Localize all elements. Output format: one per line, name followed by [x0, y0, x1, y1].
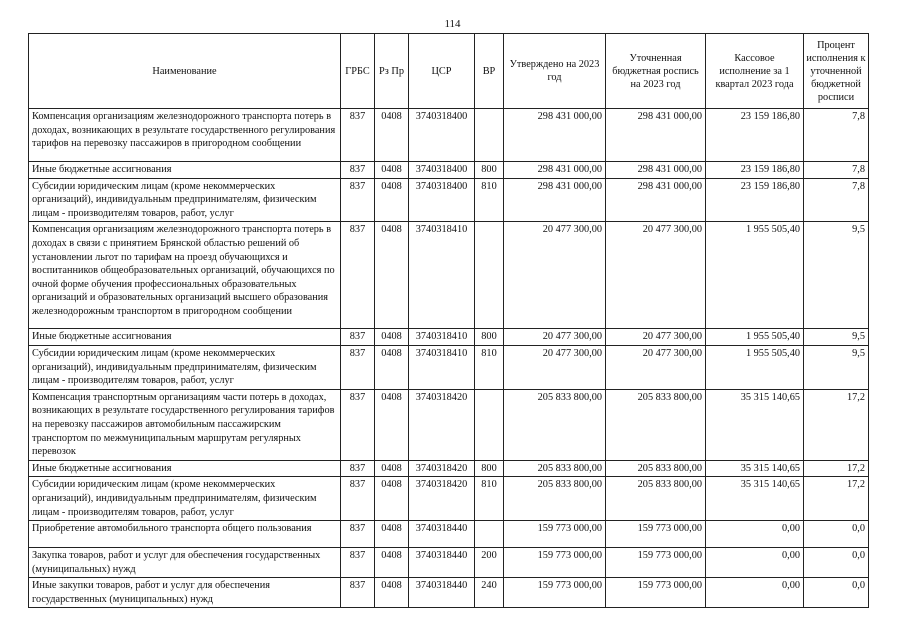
cell-vr — [475, 389, 504, 460]
cell-grbs: 837 — [341, 162, 375, 179]
cell-csr: 3740318420 — [409, 460, 475, 477]
cell-cash: 23 159 186,80 — [706, 109, 804, 162]
cell-cash: 1 955 505,40 — [706, 222, 804, 329]
cell-revised: 298 431 000,00 — [606, 109, 706, 162]
table-row — [29, 162, 869, 179]
cell-revised: 205 833 800,00 — [606, 460, 706, 477]
cell-vr: 810 — [475, 345, 504, 389]
header-name: Наименование — [29, 34, 341, 109]
cell-csr: 3740318410 — [409, 345, 475, 389]
header-cash: Кассовое исполнение за 1 квартал 2023 года — [706, 34, 804, 109]
cell-vr: 810 — [475, 477, 504, 521]
cell-approved: 298 431 000,00 — [504, 162, 606, 179]
cell-revised: 205 833 800,00 — [606, 477, 706, 521]
cell-cash: 23 159 186,80 — [706, 178, 804, 222]
cell-csr: 3740318410 — [409, 329, 475, 346]
cell-name: Иные бюджетные ассигнования — [29, 162, 341, 179]
table-row — [29, 389, 869, 460]
cell-csr: 3740318410 — [409, 222, 475, 329]
table-row — [29, 521, 869, 548]
cell-vr: 800 — [475, 329, 504, 346]
budget-table — [28, 33, 869, 608]
table-row — [29, 222, 869, 329]
cell-cash: 35 315 140,65 — [706, 477, 804, 521]
cell-cash: 0,00 — [706, 578, 804, 608]
cell-rzpr: 0408 — [375, 521, 409, 548]
cell-cash: 35 315 140,65 — [706, 460, 804, 477]
cell-name: Иные бюджетные ассигнования — [29, 460, 341, 477]
cell-percent: 0,0 — [804, 521, 869, 548]
cell-cash: 1 955 505,40 — [706, 329, 804, 346]
cell-approved: 159 773 000,00 — [504, 578, 606, 608]
cell-approved: 20 477 300,00 — [504, 345, 606, 389]
cell-rzpr: 0408 — [375, 222, 409, 329]
cell-approved: 159 773 000,00 — [504, 521, 606, 548]
cell-name: Субсидии юридическим лицам (кроме некоммерческих организаций), индивидуальным предпринимателям, физическим лицам - производителям товаров, работ, услуг — [29, 178, 341, 222]
header-percent: Процент исполнения к уточненной бюджетной росписи — [804, 34, 869, 109]
cell-name: Иные бюджетные ассигнования — [29, 329, 341, 346]
cell-csr: 3740318440 — [409, 548, 475, 578]
cell-percent: 9,5 — [804, 345, 869, 389]
cell-rzpr: 0408 — [375, 460, 409, 477]
cell-rzpr: 0408 — [375, 178, 409, 222]
cell-cash: 23 159 186,80 — [706, 162, 804, 179]
cell-rzpr: 0408 — [375, 548, 409, 578]
cell-percent: 17,2 — [804, 460, 869, 477]
cell-revised: 20 477 300,00 — [606, 222, 706, 329]
cell-approved: 205 833 800,00 — [504, 477, 606, 521]
page-number: 114 — [444, 18, 461, 30]
cell-csr: 3740318440 — [409, 521, 475, 548]
cell-grbs: 837 — [341, 578, 375, 608]
table-body — [29, 109, 869, 608]
cell-cash: 0,00 — [706, 548, 804, 578]
cell-percent: 0,0 — [804, 578, 869, 608]
cell-name: Субсидии юридическим лицам (кроме некоммерческих организаций), индивидуальным предпринимателям, физическим лицам - производителям товаров, работ, услуг — [29, 477, 341, 521]
table-header-row — [29, 34, 869, 109]
cell-csr: 3740318440 — [409, 578, 475, 608]
cell-csr: 3740318420 — [409, 477, 475, 521]
cell-grbs: 837 — [341, 477, 375, 521]
cell-grbs: 837 — [341, 548, 375, 578]
cell-revised: 159 773 000,00 — [606, 578, 706, 608]
cell-percent: 9,5 — [804, 222, 869, 329]
header-vr: ВР — [475, 34, 504, 109]
table-row — [29, 178, 869, 222]
cell-vr — [475, 109, 504, 162]
cell-vr: 200 — [475, 548, 504, 578]
header-approved: Утверждено на 2023 год — [504, 34, 606, 109]
cell-grbs: 837 — [341, 345, 375, 389]
table-row — [29, 345, 869, 389]
cell-approved: 298 431 000,00 — [504, 178, 606, 222]
cell-csr: 3740318400 — [409, 109, 475, 162]
cell-name: Компенсация организациям железнодорожного транспорта потерь в доходах в связи с принятием Брянской областью решений об установлении льгот по тарифам на проезд обучающихся и воспитанников общеобразовательных организаций, обучающихся по очной форме обучения профессиональных образовательных организаций и образовательных организаций высшего образования железнодорожным транспортом в пригородном сообщении — [29, 222, 341, 329]
cell-name: Приобретение автомобильного транспорта общего пользования — [29, 521, 341, 548]
cell-csr: 3740318400 — [409, 162, 475, 179]
cell-approved: 20 477 300,00 — [504, 222, 606, 329]
cell-approved: 205 833 800,00 — [504, 460, 606, 477]
table-row — [29, 109, 869, 162]
cell-revised: 298 431 000,00 — [606, 162, 706, 179]
table-row — [29, 460, 869, 477]
table-row — [29, 477, 869, 521]
cell-percent: 7,8 — [804, 178, 869, 222]
cell-csr: 3740318400 — [409, 178, 475, 222]
cell-vr: 240 — [475, 578, 504, 608]
cell-revised: 159 773 000,00 — [606, 548, 706, 578]
cell-cash: 35 315 140,65 — [706, 389, 804, 460]
cell-percent: 9,5 — [804, 329, 869, 346]
cell-name: Субсидии юридическим лицам (кроме некоммерческих организаций), индивидуальным предпринимателям, физическим лицам - производителям товаров, работ, услуг — [29, 345, 341, 389]
cell-grbs: 837 — [341, 460, 375, 477]
cell-revised: 20 477 300,00 — [606, 329, 706, 346]
cell-revised: 205 833 800,00 — [606, 389, 706, 460]
cell-rzpr: 0408 — [375, 477, 409, 521]
cell-grbs: 837 — [341, 178, 375, 222]
cell-revised: 159 773 000,00 — [606, 521, 706, 548]
cell-percent: 17,2 — [804, 389, 869, 460]
cell-rzpr: 0408 — [375, 345, 409, 389]
header-csr: ЦСР — [409, 34, 475, 109]
header-revised: Уточненная бюджетная роспись на 2023 год — [606, 34, 706, 109]
cell-percent: 17,2 — [804, 477, 869, 521]
cell-percent: 7,8 — [804, 162, 869, 179]
cell-grbs: 837 — [341, 329, 375, 346]
cell-approved: 205 833 800,00 — [504, 389, 606, 460]
table-row — [29, 578, 869, 608]
cell-name: Компенсация организациям железнодорожного транспорта потерь в доходах, возникающих в результате государственного регулирования тарифов на перевозку пассажиров в пригородном сообщении — [29, 109, 341, 162]
cell-approved: 159 773 000,00 — [504, 548, 606, 578]
cell-grbs: 837 — [341, 521, 375, 548]
cell-rzpr: 0408 — [375, 329, 409, 346]
header-rzpr: Рз Пр — [375, 34, 409, 109]
cell-cash: 1 955 505,40 — [706, 345, 804, 389]
cell-grbs: 837 — [341, 389, 375, 460]
header-grbs: ГРБС — [341, 34, 375, 109]
cell-rzpr: 0408 — [375, 578, 409, 608]
table-row — [29, 548, 869, 578]
cell-grbs: 837 — [341, 109, 375, 162]
cell-vr — [475, 521, 504, 548]
cell-name: Иные закупки товаров, работ и услуг для обеспечения государственных (муниципальных) нужд — [29, 578, 341, 608]
cell-vr: 800 — [475, 162, 504, 179]
cell-revised: 298 431 000,00 — [606, 178, 706, 222]
cell-name: Компенсация транспортным организациям части потерь в доходах, возникающих в результате государственного регулирования тарифов на перевозку пассажиров автомобильным пассажирским транспортом по межмуниципальным маршрутам регулярных перевозок — [29, 389, 341, 460]
cell-csr: 3740318420 — [409, 389, 475, 460]
cell-vr: 810 — [475, 178, 504, 222]
cell-percent: 7,8 — [804, 109, 869, 162]
table-row — [29, 329, 869, 346]
cell-cash: 0,00 — [706, 521, 804, 548]
cell-name: Закупка товаров, работ и услуг для обеспечения государственных (муниципальных) нужд — [29, 548, 341, 578]
cell-vr: 800 — [475, 460, 504, 477]
cell-rzpr: 0408 — [375, 389, 409, 460]
cell-approved: 298 431 000,00 — [504, 109, 606, 162]
cell-revised: 20 477 300,00 — [606, 345, 706, 389]
cell-rzpr: 0408 — [375, 162, 409, 179]
cell-percent: 0,0 — [804, 548, 869, 578]
cell-vr — [475, 222, 504, 329]
cell-approved: 20 477 300,00 — [504, 329, 606, 346]
cell-grbs: 837 — [341, 222, 375, 329]
cell-rzpr: 0408 — [375, 109, 409, 162]
